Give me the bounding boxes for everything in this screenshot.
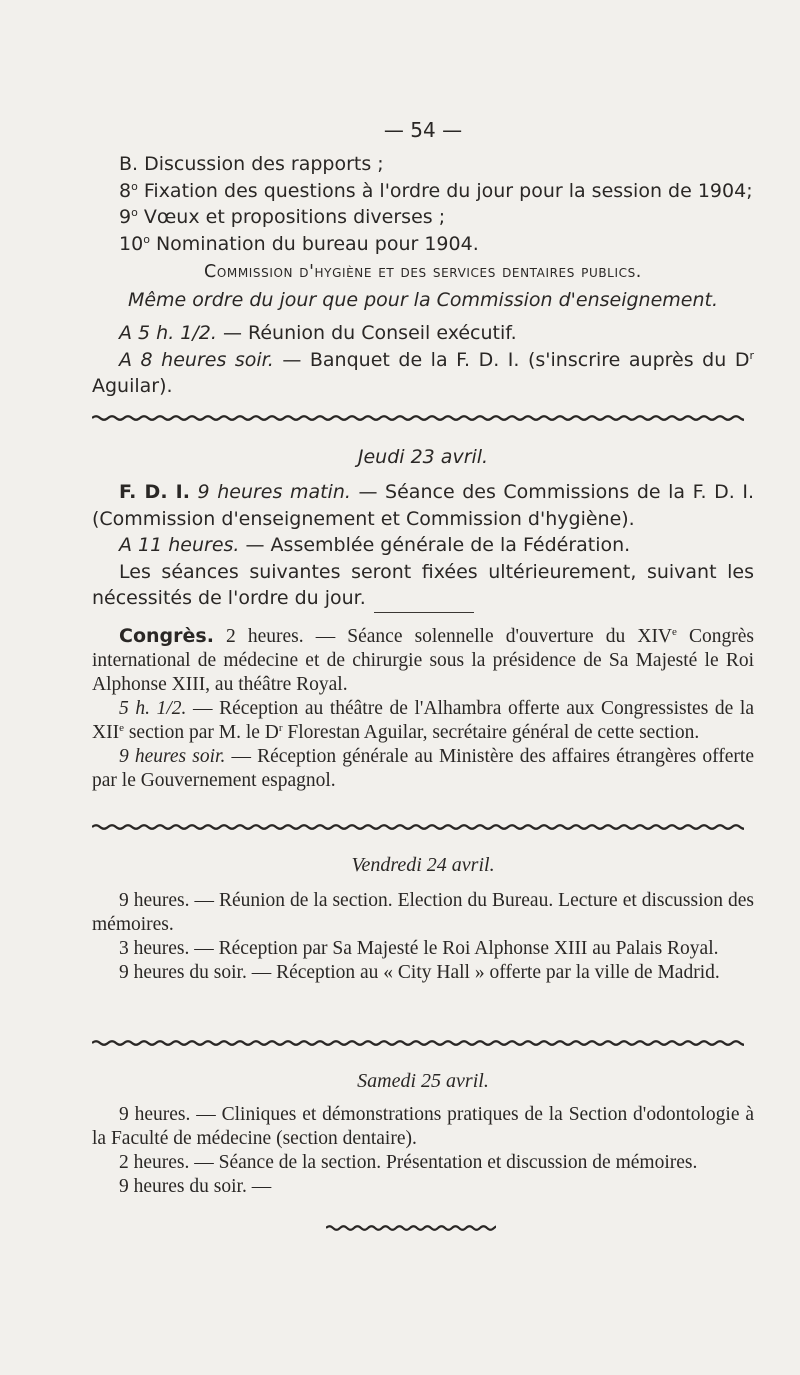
agenda-item-10: 10$^o$ Nomination du bureau pour 1904. [119, 232, 479, 255]
agenda-item-9: 9$^o$ Vœux et propositions diverses ; [119, 206, 446, 228]
friday-heading: Vendredi 24 avril. [351, 854, 495, 876]
saturday-item: 9 heures du soir. — [119, 1176, 272, 1197]
saturday-item: 2 heures. — Séance de la section. Présentation et discussion de mémoires. [119, 1152, 698, 1173]
evening-schedule [92, 320, 754, 400]
commission-heading: Commission d'hygiène et des services dentaires publics. [204, 262, 642, 282]
friday-item: 9 heures du soir. — Réception au « City Hall » offerte par la ville de Madrid. [119, 962, 720, 983]
thursday-fdi [92, 479, 754, 612]
congres-opening: Congrès. 2 heures. — Séance solennelle d'ouverture du XIVe Congrès international de médecine et de chirurgie sous la présidence de Sa Majesté le Roi Alphonse XIII, au théâtre Royal. [92, 625, 754, 695]
agenda-line-b: B. Discussion des rapports ; [119, 153, 384, 175]
congres-alhambra: 5 h. 1/2. — Réception au théâtre de l'Alhambra offerte aux Congressistes de la XIIe section par M. le $D^r$ Florestan Aguilar, secrétaire général de cette section. [92, 698, 754, 743]
wavy-divider [92, 1036, 744, 1050]
wavy-end-ornament [326, 1221, 496, 1235]
wavy-divider [92, 411, 744, 425]
friday-item: 3 heures. — Réception par Sa Majesté le Roi Alphonse XIII au Palais Royal. [119, 938, 719, 959]
fdi-assembly: A 11 heures. — Assemblée générale de la Fédération. [119, 534, 631, 556]
friday-item: 9 heures. — Réunion de la section. Election du Bureau. Lecture et discussion des mémoires. [92, 890, 754, 935]
saturday-item: 9 heures. — Cliniques et démonstrations pratiques de la Section d'odontologie à la Faculté de médecine (section dentaire). [92, 1104, 754, 1149]
page-number: — 54 — [383, 118, 463, 142]
schedule-530: A 5 h. 1/2. — Réunion du Conseil exécutif. [119, 322, 517, 344]
short-rule [374, 612, 474, 613]
saturday-schedule [92, 1103, 754, 1199]
session-agenda [92, 151, 754, 257]
congres-ministere: 9 heures soir. — Réception générale au Ministère des affaires étrangères offerte par le Gouvernement espagnol. [92, 746, 754, 791]
friday-schedule [92, 889, 754, 985]
thursday-congres [92, 624, 754, 793]
agenda-item-8: 8$^o$ Fixation des questions à l'ordre du jour pour la session de 1904; [119, 179, 753, 202]
same-order-note: Même ordre du jour que pour la Commission d'enseignement. [127, 289, 719, 311]
thursday-heading: Jeudi 23 avril. [357, 446, 489, 468]
wavy-divider [92, 820, 744, 834]
fdi-following: Les séances suivantes seront fixées ultérieurement, suivant les nécessités de l'ordre du jour. [92, 560, 754, 609]
schedule-banquet: A 8 heures soir. — Banquet de la F. D. I. (s'inscrire auprès du $D^r$ Aguilar). [92, 348, 754, 397]
saturday-heading: Samedi 25 avril. [357, 1070, 489, 1092]
fdi-session: F. D. I. 9 heures matin. — Séance des Commissions de la F. D. I. (Commission d'enseignement et Commission d'hygiène). [92, 481, 754, 530]
